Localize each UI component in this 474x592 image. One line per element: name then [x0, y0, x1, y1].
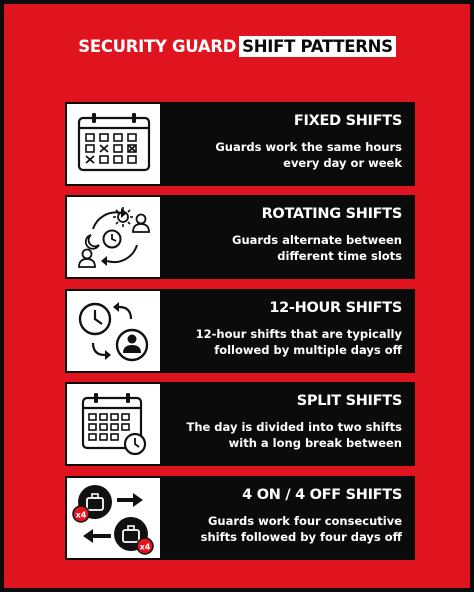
badge-x4-bottom: x4 [139, 542, 150, 552]
card-split-shifts [65, 382, 415, 466]
card-title: ROTATING SHIFTS [261, 206, 402, 222]
card-rotating-shifts [65, 195, 415, 279]
title-highlight: SHIFT PATTERNS [239, 36, 396, 57]
card-4on-4off-shifts [65, 476, 415, 560]
page-title [4, 37, 470, 56]
calendar-clock-icon [71, 386, 157, 462]
icon-box [67, 291, 160, 371]
card-title: SPLIT SHIFTS [296, 393, 402, 409]
icon-box [67, 104, 160, 184]
icon-box [67, 478, 160, 558]
card-fixed-shifts [65, 102, 415, 186]
card-title: 12-HOUR SHIFTS [269, 300, 402, 316]
icon-box [67, 384, 160, 464]
card-title: FIXED SHIFTS [293, 113, 402, 129]
work-rest-swap-icon [71, 480, 157, 556]
calendar-icon [71, 106, 157, 182]
icon-box [67, 197, 160, 277]
card-description: Guards work four consecutive shifts followed by four days off [200, 514, 402, 544]
card-text [162, 476, 415, 560]
card-title: 4 ON / 4 OFF SHIFTS [242, 487, 402, 503]
badge-x4-top: x4 [75, 510, 86, 520]
card-text [162, 289, 415, 373]
card-description: Guards alternate between different time slots [232, 233, 402, 263]
title-main: SECURITY GUARD [78, 37, 237, 56]
card-description: 12-hour shifts that are typically followed by multiple days off [195, 327, 402, 357]
card-text [162, 102, 415, 186]
card-12-hour-shifts [65, 289, 415, 373]
card-description: Guards work the same hours every day or week [215, 140, 402, 170]
card-description: The day is divided into two shifts with a long break between [186, 420, 402, 450]
card-text [162, 195, 415, 279]
rotation-cycle-icon [71, 199, 157, 275]
clock-person-icon [71, 293, 157, 369]
card-text [162, 382, 415, 466]
